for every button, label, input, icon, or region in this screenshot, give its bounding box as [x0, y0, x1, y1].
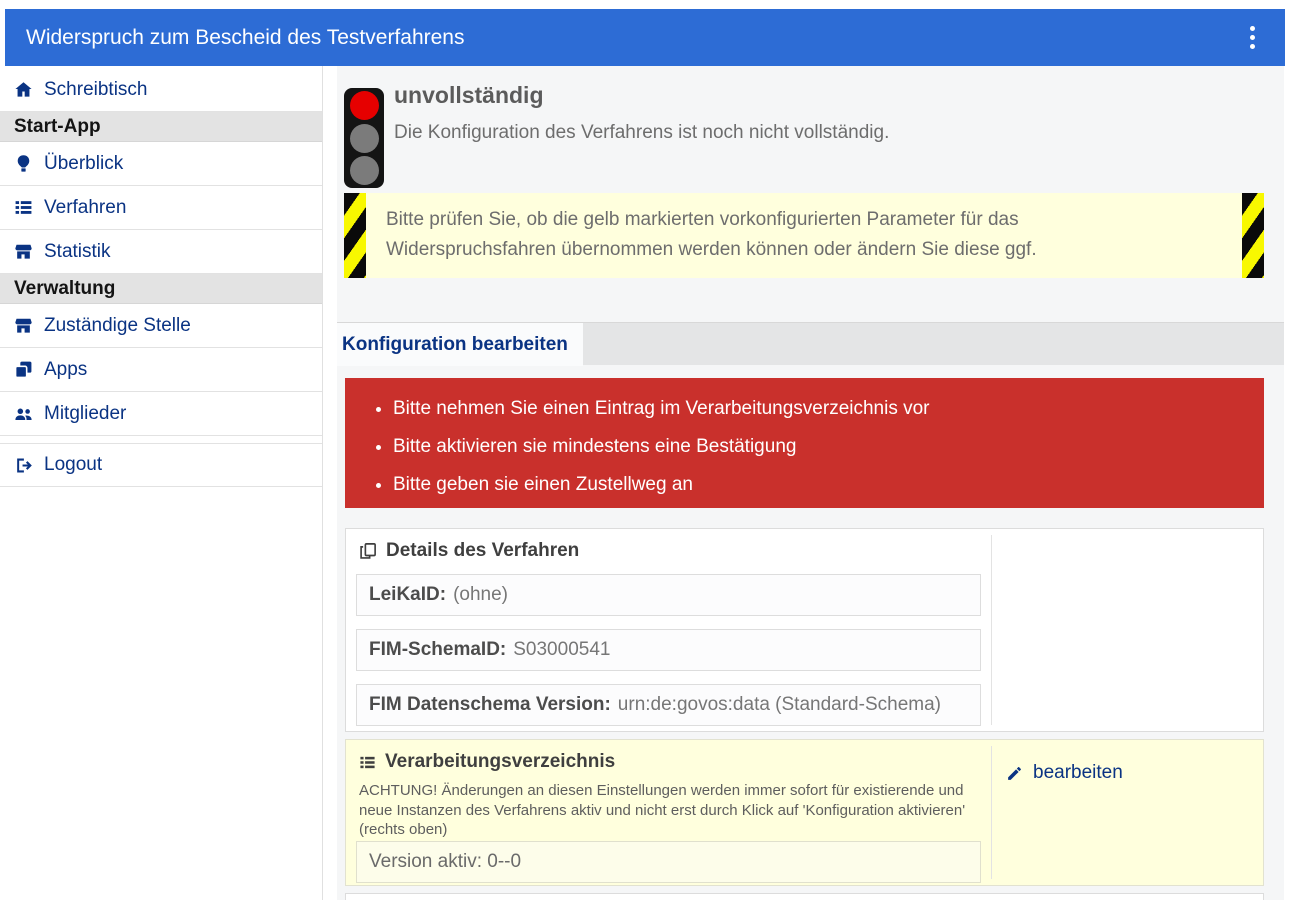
- traffic-light-green-lamp: [350, 156, 379, 185]
- logout-icon: [14, 456, 33, 475]
- sidebar-item-label: Zuständige Stelle: [44, 314, 191, 336]
- bearbeiten-link[interactable]: [1006, 762, 1123, 784]
- validation-error-list: [345, 390, 1264, 504]
- store-icon: [14, 316, 33, 335]
- sidebar-item-zustaendige-stelle[interactable]: [0, 304, 322, 348]
- details-panel-title: [359, 540, 579, 562]
- details-panel: [345, 528, 1264, 732]
- list-icon: [359, 754, 376, 771]
- sidebar-item-label: Statistik: [44, 240, 111, 262]
- sidebar-section-verwaltung: Verwaltung: [0, 274, 322, 304]
- kebab-menu-icon[interactable]: [1246, 22, 1259, 53]
- validation-error-item: • Bitte aktivieren sie mindestens eine Bestätigung: [393, 428, 1264, 466]
- panel-divider: [991, 535, 992, 725]
- sidebar-item-ueberblick[interactable]: [0, 142, 322, 186]
- hazard-notice: [344, 193, 1264, 278]
- sidebar-item-label: Logout: [44, 454, 103, 475]
- field-fim-datenschema-version: [356, 684, 981, 726]
- validation-error-item: • Bitte geben sie einen Zustellweg an: [393, 466, 1264, 504]
- tab-bar: [337, 322, 1284, 365]
- processing-warning-text: ACHTUNG! Änderungen an diesen Einstellungen werden immer sofort für existierende und neue Instanzen des Verfahrens aktiv und nicht erst durch Klick auf 'Konfiguration aktivieren' (rechts oben): [359, 782, 966, 838]
- sidebar-item-schreibtisch[interactable]: [0, 68, 322, 112]
- panel-divider: [991, 746, 992, 879]
- field-value: (ohne): [453, 584, 508, 605]
- hazard-stripe-right: [1242, 193, 1264, 278]
- kebab-dot: [1250, 35, 1255, 40]
- status-title: unvollständig: [394, 82, 544, 108]
- sidebar-item-label: Apps: [44, 358, 88, 380]
- pencil-icon: [1006, 765, 1023, 782]
- main-content: [337, 66, 1284, 900]
- verarbeitungsverzeichnis-panel: [345, 739, 1264, 886]
- page-title: Widerspruch zum Bescheid des Testverfahrens: [26, 25, 465, 49]
- traffic-light-red-lamp: [350, 91, 379, 120]
- status-subtitle: Die Konfiguration des Verfahrens ist noch nicht vollständig.: [394, 122, 890, 143]
- sidebar-item-verfahren[interactable]: [0, 186, 322, 230]
- hazard-notice-text: Bitte prüfen Sie, ob die gelb markierten vorkonfigurierten Parameter für das Widerspruchsfahren übernommen werden können oder ändern Sie diese ggf.: [386, 209, 1037, 260]
- verarbeitungsverzeichnis-title-text: Verarbeitungsverzeichnis: [385, 751, 616, 772]
- kebab-dot: [1250, 26, 1255, 31]
- copy-icon: [359, 542, 377, 560]
- version-aktiv-field: Version aktiv: 0--0: [356, 841, 981, 883]
- sidebar-item-apps[interactable]: [0, 348, 322, 392]
- field-value: urn:de:govos:data (Standard-Schema): [617, 694, 941, 715]
- sidebar-item-label: Überblick: [44, 152, 124, 174]
- sidebar-item-statistik[interactable]: [0, 230, 322, 274]
- field-fim-schemaid: [356, 629, 981, 671]
- sidebar: [0, 66, 323, 900]
- users-icon: [14, 404, 33, 423]
- validation-error-box: [345, 378, 1264, 508]
- list-icon: [14, 198, 33, 217]
- field-value: S03000541: [513, 639, 611, 660]
- details-fields: [356, 574, 981, 739]
- sidebar-item-mitglieder[interactable]: [0, 392, 322, 436]
- verarbeitungsverzeichnis-title: [359, 751, 615, 773]
- sidebar-item-label: Verfahren: [44, 196, 127, 218]
- sidebar-gap: [0, 436, 322, 443]
- field-label: LeiKaID:: [369, 584, 447, 605]
- traffic-light-yellow-lamp: [350, 124, 379, 153]
- field-label: FIM Datenschema Version:: [369, 694, 611, 715]
- validation-error-item: • Bitte nehmen Sie einen Eintrag im Verarbeitungsverzeichnis vor: [393, 390, 1264, 428]
- apps-icon: [14, 360, 33, 379]
- sidebar-section-start-app: Start-App: [0, 112, 322, 142]
- field-leikaid: [356, 574, 981, 616]
- app-header: [5, 9, 1285, 66]
- kebab-dot: [1250, 44, 1255, 49]
- details-panel-title-text: Details des Verfahren: [386, 540, 580, 561]
- bearbeiten-link-label: bearbeiten: [1033, 762, 1123, 783]
- field-label: FIM-SchemaID:: [369, 639, 507, 660]
- sidebar-item-logout[interactable]: [0, 443, 322, 487]
- store-icon: [14, 242, 33, 261]
- tab-konfiguration-bearbeiten[interactable]: Konfiguration bearbeiten: [337, 323, 583, 366]
- traffic-light-icon: [344, 88, 384, 188]
- home-icon: [14, 80, 33, 99]
- hazard-stripe-left: [344, 193, 366, 278]
- sidebar-item-label: Schreibtisch: [44, 78, 148, 100]
- balloon-icon: [14, 154, 33, 173]
- next-panel-partial: [345, 893, 1264, 900]
- sidebar-item-label: Mitglieder: [44, 402, 127, 424]
